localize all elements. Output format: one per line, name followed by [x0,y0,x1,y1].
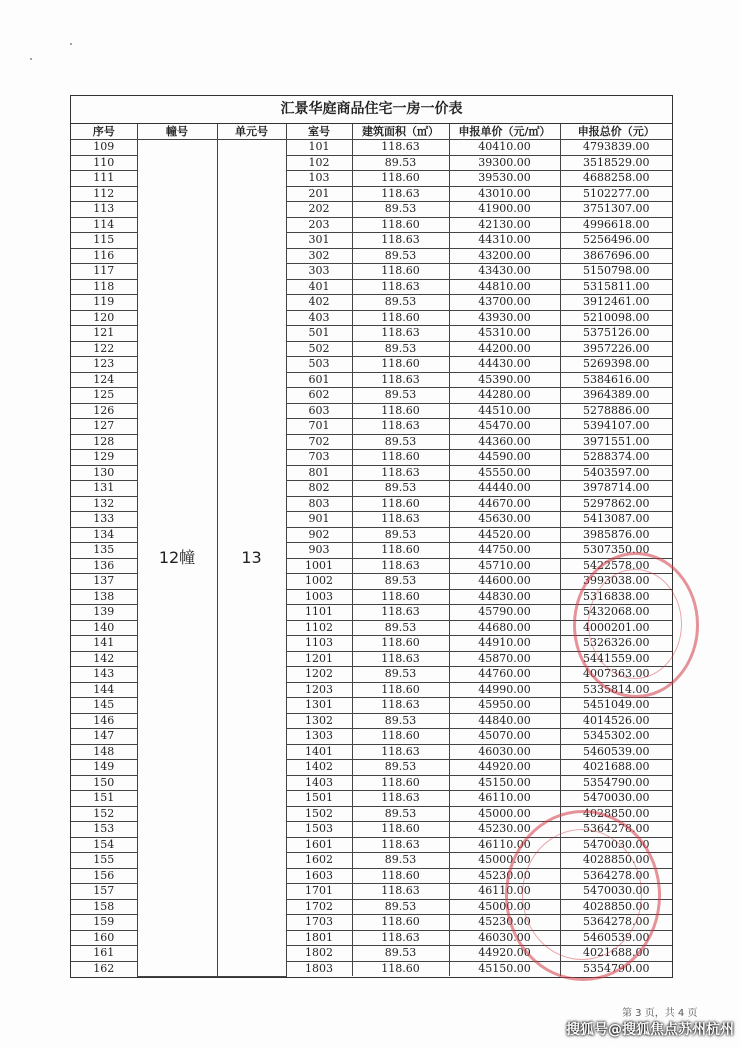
cell-seq: 160 [71,930,137,946]
cell-unit-price: 45000.00 [449,853,560,869]
cell-total-price: 3971551.00 [560,434,672,450]
cell-unit-price: 44920.00 [449,946,560,962]
cell-room: 801 [286,465,352,481]
cell-unit-price: 43010.00 [449,186,560,202]
cell-room: 903 [286,543,352,559]
cell-seq: 128 [71,434,137,450]
cell-room: 403 [286,310,352,326]
cell-area: 118.63 [352,930,449,946]
cell-seq: 151 [71,791,137,807]
col-header-unit: 单元号 [217,124,286,140]
cell-total-price: 5460539.00 [560,744,672,760]
cell-seq: 123 [71,357,137,373]
cell-seq: 156 [71,868,137,884]
cell-seq: 159 [71,915,137,931]
cell-room: 1001 [286,558,352,574]
cell-unit-price: 45550.00 [449,465,560,481]
cell-seq: 132 [71,496,137,512]
cell-room: 802 [286,481,352,497]
cell-area: 89.53 [352,527,449,543]
cell-total-price: 4028850.00 [560,899,672,915]
cell-unit-price: 46110.00 [449,884,560,900]
cell-seq: 143 [71,667,137,683]
cell-unit-price: 44990.00 [449,682,560,698]
cell-total-price: 5470030.00 [560,837,672,853]
cell-seq: 162 [71,961,137,976]
cell-unit-price: 45070.00 [449,729,560,745]
cell-area: 118.63 [352,140,449,156]
cell-seq: 142 [71,651,137,667]
cell-room: 1501 [286,791,352,807]
cell-area: 89.53 [352,574,449,590]
cell-room: 1703 [286,915,352,931]
cell-room: 1102 [286,620,352,636]
cell-unit-price: 44200.00 [449,341,560,357]
cell-seq: 131 [71,481,137,497]
cell-room: 1302 [286,713,352,729]
cell-room: 901 [286,512,352,528]
cell-area: 118.63 [352,419,449,435]
cell-area: 89.53 [352,202,449,218]
cell-seq: 147 [71,729,137,745]
cell-area: 89.53 [352,481,449,497]
cell-area: 89.53 [352,388,449,404]
cell-area: 118.63 [352,698,449,714]
cell-room: 102 [286,155,352,171]
cell-unit-price: 46030.00 [449,744,560,760]
cell-area: 89.53 [352,899,449,915]
cell-seq: 133 [71,512,137,528]
cell-total-price: 5269398.00 [560,357,672,373]
cell-room: 701 [286,419,352,435]
cell-total-price: 5210098.00 [560,310,672,326]
cell-total-price: 5451049.00 [560,698,672,714]
cell-unit-price: 43430.00 [449,264,560,280]
cell-area: 118.60 [352,171,449,187]
cell-unit-price: 44830.00 [449,589,560,605]
cell-area: 118.63 [352,837,449,853]
cell-unit-price: 45870.00 [449,651,560,667]
cell-total-price: 4996618.00 [560,217,672,233]
cell-area: 89.53 [352,341,449,357]
cell-room: 703 [286,450,352,466]
cell-area: 118.63 [352,605,449,621]
cell-unit-price: 44310.00 [449,233,560,249]
cell-seq: 122 [71,341,137,357]
cell-total-price: 4014526.00 [560,713,672,729]
cell-unit-price: 45790.00 [449,605,560,621]
cell-room: 302 [286,248,352,264]
cell-total-price: 5413087.00 [560,512,672,528]
cell-total-price: 4028850.00 [560,853,672,869]
cell-seq: 137 [71,574,137,590]
cell-room: 1101 [286,605,352,621]
cell-total-price: 5335814.00 [560,682,672,698]
cell-total-price: 5326326.00 [560,636,672,652]
cell-room: 402 [286,295,352,311]
cell-area: 118.60 [352,450,449,466]
cell-room: 103 [286,171,352,187]
watermark-text: 搜狐号@搜狐焦点苏州杭州 [566,1022,734,1038]
cell-area: 118.63 [352,233,449,249]
cell-seq: 135 [71,543,137,559]
cell-total-price: 4021688.00 [560,946,672,962]
cell-room: 501 [286,326,352,342]
cell-seq: 152 [71,806,137,822]
cell-seq: 155 [71,853,137,869]
cell-total-price: 5345302.00 [560,729,672,745]
cell-area: 118.60 [352,264,449,280]
cell-total-price: 3985876.00 [560,527,672,543]
cell-unit-price: 45150.00 [449,775,560,791]
cell-unit-price: 45310.00 [449,326,560,342]
cell-room: 1403 [286,775,352,791]
cell-area: 118.63 [352,186,449,202]
cell-unit-price: 44600.00 [449,574,560,590]
cell-room: 1301 [286,698,352,714]
cell-area: 118.60 [352,961,449,976]
cell-area: 118.63 [352,279,449,295]
cell-seq: 114 [71,217,137,233]
cell-total-price: 5441559.00 [560,651,672,667]
cell-room: 301 [286,233,352,249]
cell-total-price: 5403597.00 [560,465,672,481]
cell-seq: 119 [71,295,137,311]
cell-room: 503 [286,357,352,373]
cell-building: 12幢 [137,140,217,977]
cell-room: 303 [286,264,352,280]
cell-total-price: 5432068.00 [560,605,672,621]
cell-unit-price: 43700.00 [449,295,560,311]
cell-area: 118.63 [352,558,449,574]
cell-seq: 109 [71,140,137,156]
cell-unit-price: 45230.00 [449,822,560,838]
page-number: 第 3 页，共 4 页 [622,1008,698,1019]
cell-room: 101 [286,140,352,156]
cell-area: 118.60 [352,682,449,698]
cell-room: 203 [286,217,352,233]
cell-seq: 140 [71,620,137,636]
cell-total-price: 4000201.00 [560,620,672,636]
cell-unit-price: 45230.00 [449,868,560,884]
cell-unit-price: 46110.00 [449,837,560,853]
cell-room: 1303 [286,729,352,745]
cell-seq: 157 [71,884,137,900]
price-table-container [70,95,673,978]
cell-unit-price: 45230.00 [449,915,560,931]
cell-total-price: 5354790.00 [560,775,672,791]
col-header-seq: 序号 [71,124,137,140]
cell-unit-price: 46030.00 [449,930,560,946]
cell-room: 1401 [286,744,352,760]
cell-area: 118.60 [352,357,449,373]
cell-total-price: 5460539.00 [560,930,672,946]
cell-total-price: 5470030.00 [560,884,672,900]
cell-seq: 149 [71,760,137,776]
table-title: 汇景华庭商品住宅一房一价表 [71,96,672,124]
cell-room: 1503 [286,822,352,838]
cell-total-price: 5364278.00 [560,868,672,884]
cell-unit-price: 45710.00 [449,558,560,574]
cell-total-price: 3964389.00 [560,388,672,404]
cell-seq: 112 [71,186,137,202]
col-header-building: 幢号 [137,124,217,140]
cell-unit-price: 44520.00 [449,527,560,543]
cell-seq: 120 [71,310,137,326]
cell-unit-price: 44760.00 [449,667,560,683]
cell-area: 118.63 [352,326,449,342]
cell-total-price: 5422578.00 [560,558,672,574]
cell-room: 1601 [286,837,352,853]
scan-speck [30,58,32,60]
cell-seq: 158 [71,899,137,915]
cell-area: 118.63 [352,372,449,388]
cell-room: 1603 [286,868,352,884]
cell-total-price: 4021688.00 [560,760,672,776]
cell-seq: 144 [71,682,137,698]
cell-area: 118.63 [352,651,449,667]
cell-area: 118.60 [352,543,449,559]
cell-seq: 148 [71,744,137,760]
table-row [71,140,672,156]
cell-seq: 126 [71,403,137,419]
cell-total-price: 5315811.00 [560,279,672,295]
cell-unit-price: 42130.00 [449,217,560,233]
cell-room: 401 [286,279,352,295]
cell-area: 118.60 [352,775,449,791]
cell-area: 118.60 [352,589,449,605]
cell-room: 603 [286,403,352,419]
cell-seq: 110 [71,155,137,171]
cell-seq: 161 [71,946,137,962]
cell-unit-price: 44360.00 [449,434,560,450]
cell-area: 89.53 [352,946,449,962]
cell-seq: 125 [71,388,137,404]
cell-area: 89.53 [352,806,449,822]
cell-unit-price: 45150.00 [449,961,560,976]
cell-area: 89.53 [352,155,449,171]
col-header-room: 室号 [286,124,352,140]
cell-total-price: 3751307.00 [560,202,672,218]
cell-total-price: 5102277.00 [560,186,672,202]
cell-room: 702 [286,434,352,450]
cell-area: 89.53 [352,713,449,729]
cell-area: 89.53 [352,760,449,776]
table-header-row [71,124,672,140]
cell-seq: 127 [71,419,137,435]
cell-area: 118.63 [352,465,449,481]
cell-unit-price: 44430.00 [449,357,560,373]
cell-room: 601 [286,372,352,388]
cell-total-price: 5470030.00 [560,791,672,807]
cell-room: 1002 [286,574,352,590]
table-body [71,140,672,977]
price-table [71,124,672,977]
cell-room: 1602 [286,853,352,869]
cell-total-price: 5354790.00 [560,961,672,976]
cell-area: 118.60 [352,217,449,233]
cell-area: 89.53 [352,434,449,450]
cell-unit-price: 44810.00 [449,279,560,295]
cell-total-price: 5297862.00 [560,496,672,512]
cell-room: 803 [286,496,352,512]
cell-unit-price: 44680.00 [449,620,560,636]
cell-area: 89.53 [352,853,449,869]
cell-seq: 153 [71,822,137,838]
cell-seq: 117 [71,264,137,280]
cell-unit-price: 44910.00 [449,636,560,652]
cell-unit-price: 44670.00 [449,496,560,512]
cell-seq: 115 [71,233,137,249]
cell-seq: 124 [71,372,137,388]
cell-area: 118.60 [352,822,449,838]
cell-area: 118.63 [352,744,449,760]
cell-unit-price: 45630.00 [449,512,560,528]
cell-unit-price: 44440.00 [449,481,560,497]
cell-area: 118.60 [352,310,449,326]
cell-unit-price: 43200.00 [449,248,560,264]
cell-area: 118.60 [352,636,449,652]
cell-room: 1702 [286,899,352,915]
cell-total-price: 5150798.00 [560,264,672,280]
cell-total-price: 5316838.00 [560,589,672,605]
cell-unit: 13 [217,140,286,977]
cell-total-price: 4793839.00 [560,140,672,156]
cell-seq: 116 [71,248,137,264]
cell-area: 89.53 [352,620,449,636]
cell-total-price: 3867696.00 [560,248,672,264]
cell-area: 118.60 [352,403,449,419]
cell-room: 202 [286,202,352,218]
cell-room: 1803 [286,961,352,976]
cell-total-price: 3957226.00 [560,341,672,357]
cell-unit-price: 45000.00 [449,806,560,822]
cell-unit-price: 39530.00 [449,171,560,187]
cell-total-price: 4688258.00 [560,171,672,187]
cell-seq: 134 [71,527,137,543]
cell-room: 1502 [286,806,352,822]
cell-unit-price: 43930.00 [449,310,560,326]
cell-unit-price: 45950.00 [449,698,560,714]
cell-unit-price: 44750.00 [449,543,560,559]
cell-unit-price: 39300.00 [449,155,560,171]
cell-room: 602 [286,388,352,404]
cell-total-price: 3518529.00 [560,155,672,171]
cell-area: 118.60 [352,496,449,512]
cell-room: 1203 [286,682,352,698]
cell-room: 1202 [286,667,352,683]
cell-area: 118.63 [352,791,449,807]
cell-seq: 111 [71,171,137,187]
cell-total-price: 5364278.00 [560,822,672,838]
cell-seq: 139 [71,605,137,621]
cell-unit-price: 44510.00 [449,403,560,419]
cell-total-price: 4007363.00 [560,667,672,683]
cell-room: 1003 [286,589,352,605]
cell-room: 1402 [286,760,352,776]
cell-unit-price: 41900.00 [449,202,560,218]
cell-area: 118.63 [352,884,449,900]
cell-unit-price: 45000.00 [449,899,560,915]
cell-total-price: 5288374.00 [560,450,672,466]
cell-seq: 113 [71,202,137,218]
cell-total-price: 5278886.00 [560,403,672,419]
cell-unit-price: 45390.00 [449,372,560,388]
cell-room: 1201 [286,651,352,667]
cell-total-price: 5375126.00 [560,326,672,342]
cell-room: 1701 [286,884,352,900]
cell-seq: 121 [71,326,137,342]
cell-room: 902 [286,527,352,543]
cell-area: 89.53 [352,667,449,683]
cell-area: 118.63 [352,512,449,528]
cell-unit-price: 44280.00 [449,388,560,404]
cell-unit-price: 46110.00 [449,791,560,807]
cell-total-price: 3993038.00 [560,574,672,590]
cell-seq: 150 [71,775,137,791]
cell-unit-price: 44920.00 [449,760,560,776]
cell-seq: 154 [71,837,137,853]
cell-seq: 141 [71,636,137,652]
col-header-total-price: 申报总价（元） [560,124,672,140]
cell-area: 118.60 [352,915,449,931]
cell-total-price: 4028850.00 [560,806,672,822]
cell-total-price: 5256496.00 [560,233,672,249]
cell-area: 118.60 [352,729,449,745]
cell-seq: 129 [71,450,137,466]
cell-total-price: 5307350.00 [560,543,672,559]
cell-seq: 130 [71,465,137,481]
cell-room: 1801 [286,930,352,946]
cell-unit-price: 44840.00 [449,713,560,729]
cell-room: 502 [286,341,352,357]
cell-total-price: 5384616.00 [560,372,672,388]
cell-seq: 146 [71,713,137,729]
cell-room: 1802 [286,946,352,962]
scan-speck [70,43,72,45]
col-header-area: 建筑面积（㎡） [352,124,449,140]
cell-seq: 136 [71,558,137,574]
cell-area: 118.60 [352,868,449,884]
cell-total-price: 5364278.00 [560,915,672,931]
cell-area: 89.53 [352,248,449,264]
cell-total-price: 3912461.00 [560,295,672,311]
cell-room: 1103 [286,636,352,652]
cell-total-price: 3978714.00 [560,481,672,497]
col-header-unit-price: 申报单价（元/㎡） [449,124,560,140]
cell-room: 201 [286,186,352,202]
cell-seq: 118 [71,279,137,295]
cell-seq: 138 [71,589,137,605]
cell-unit-price: 44590.00 [449,450,560,466]
cell-area: 89.53 [352,295,449,311]
cell-unit-price: 40410.00 [449,140,560,156]
cell-seq: 145 [71,698,137,714]
cell-total-price: 5394107.00 [560,419,672,435]
cell-unit-price: 45470.00 [449,419,560,435]
